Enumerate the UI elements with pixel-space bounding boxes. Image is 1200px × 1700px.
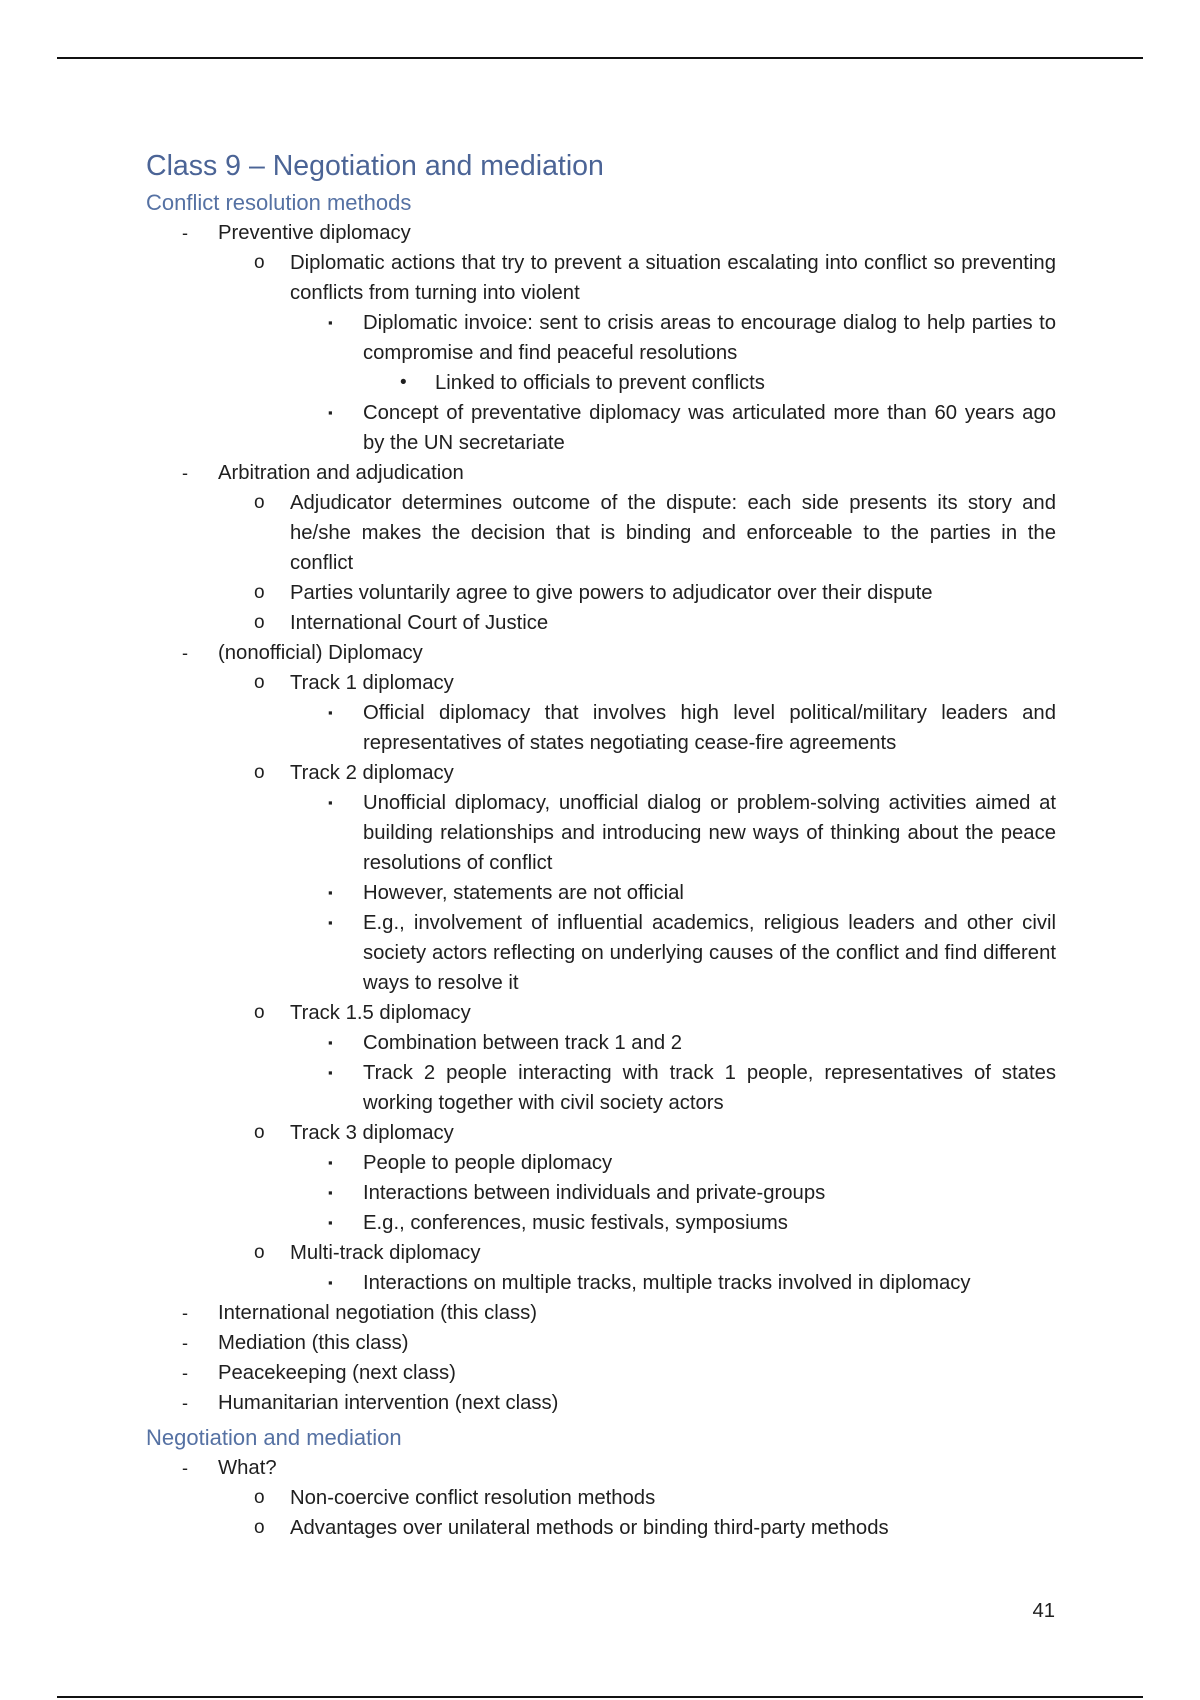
list-item xyxy=(146,1028,1056,1058)
list-item-text: Adjudicator determines outcome of the dispute: each side presents its story and he/she makes the decision that is binding and enforceable to the parties in the conflict xyxy=(290,492,1056,574)
list-item xyxy=(146,1118,1056,1148)
list-item xyxy=(146,998,1056,1028)
dash-bullet: - xyxy=(182,223,188,243)
list-item xyxy=(146,218,1056,248)
list-item-text: Track 2 diplomacy xyxy=(290,762,454,784)
list-item xyxy=(146,638,1056,668)
list-item-text: Advantages over unilateral methods or binding third-party methods xyxy=(290,1517,889,1539)
dash-bullet: - xyxy=(182,1303,188,1323)
list-item xyxy=(146,1513,1056,1543)
square-bullet: ▪ xyxy=(328,315,333,330)
list-item-text: Interactions on multiple tracks, multiple tracks involved in diplomacy xyxy=(363,1272,971,1294)
list-item xyxy=(146,308,1056,368)
list-item xyxy=(146,1148,1056,1178)
square-bullet: ▪ xyxy=(328,885,333,900)
list-item xyxy=(146,1238,1056,1268)
list-item-text: Concept of preventative diplomacy was articulated more than 60 years ago by the UN secretariate xyxy=(363,402,1056,454)
list-item-text: Multi-track diplomacy xyxy=(290,1242,481,1264)
circle-bullet: o xyxy=(254,1002,265,1023)
dash-bullet: - xyxy=(182,1363,188,1383)
list-item-text: Track 1 diplomacy xyxy=(290,672,454,694)
page-number: 41 xyxy=(1032,1600,1055,1622)
list-item-text: Track 3 diplomacy xyxy=(290,1122,454,1144)
circle-bullet: o xyxy=(254,1242,265,1263)
square-bullet: ▪ xyxy=(328,795,333,810)
circle-bullet: o xyxy=(254,1487,265,1508)
section-heading-negotiation-and-mediation: Negotiation and mediation xyxy=(146,1425,402,1450)
list-item-text: Diplomatic actions that try to prevent a situation escalating into conflict so preventing conflicts from turning into violent xyxy=(290,252,1056,304)
list-item-text: Unofficial diplomacy, unofficial dialog or problem-solving activities aimed at building relationships and introducing new ways of thinking about the peace resolutions of conflict xyxy=(363,792,1056,874)
section-heading-conflict-resolution-methods: Conflict resolution methods xyxy=(146,190,412,215)
footer-rule xyxy=(57,1696,1143,1698)
list-item-text: Interactions between individuals and private-groups xyxy=(363,1182,826,1204)
list-item xyxy=(146,698,1056,758)
list-item xyxy=(146,668,1056,698)
circle-bullet: o xyxy=(254,612,265,633)
list-item xyxy=(146,1058,1056,1118)
circle-bullet: o xyxy=(254,492,265,513)
list-item xyxy=(146,1483,1056,1513)
list-item xyxy=(146,578,1056,608)
list-item xyxy=(146,788,1056,878)
circle-bullet: o xyxy=(254,1122,265,1143)
square-bullet: ▪ xyxy=(328,405,333,420)
list-item xyxy=(146,1298,1056,1328)
list-item xyxy=(146,608,1056,638)
list-item-text: However, statements are not official xyxy=(363,882,684,904)
square-bullet: ▪ xyxy=(328,915,333,930)
dash-bullet: - xyxy=(182,1333,188,1353)
list-item-text: Combination between track 1 and 2 xyxy=(363,1032,683,1054)
dot-bullet: • xyxy=(400,372,407,393)
list-item xyxy=(146,908,1056,998)
list-item-text: Linked to officials to prevent conflicts xyxy=(435,372,765,394)
list-item-text: What? xyxy=(218,1457,277,1479)
square-bullet: ▪ xyxy=(328,1065,333,1080)
list-item xyxy=(146,368,1056,398)
list-item-text: E.g., conferences, music festivals, symposiums xyxy=(363,1212,788,1234)
list-item xyxy=(146,488,1056,578)
list-item xyxy=(146,1268,1056,1298)
circle-bullet: o xyxy=(254,672,265,693)
list-item xyxy=(146,1178,1056,1208)
list-item xyxy=(146,248,1056,308)
square-bullet: ▪ xyxy=(328,1215,333,1230)
list-item xyxy=(146,1328,1056,1358)
list-item xyxy=(146,1388,1056,1418)
circle-bullet: o xyxy=(254,762,265,783)
dash-bullet: - xyxy=(182,643,188,663)
list-item-text: International Court of Justice xyxy=(290,612,549,634)
header-rule xyxy=(57,57,1143,59)
list-item-text: E.g., involvement of influential academics, religious leaders and other civil society actors reflecting on underlying causes of the conflict and find different ways to resolve it xyxy=(363,912,1056,994)
dash-bullet: - xyxy=(182,1393,188,1413)
list-item-text: Track 2 people interacting with track 1 people, representatives of states working together with civil society actors xyxy=(363,1062,1056,1114)
circle-bullet: o xyxy=(254,252,265,273)
list-item-text: (nonofficial) Diplomacy xyxy=(218,642,423,664)
square-bullet: ▪ xyxy=(328,1155,333,1170)
dash-bullet: - xyxy=(182,463,188,483)
page-content xyxy=(146,146,1056,1543)
square-bullet: ▪ xyxy=(328,1275,333,1290)
list-item-text: Track 1.5 diplomacy xyxy=(290,1002,471,1024)
list-item-text: Preventive diplomacy xyxy=(218,222,411,244)
list-item-text: Parties voluntarily agree to give powers to adjudicator over their dispute xyxy=(290,582,933,604)
list-item xyxy=(146,1208,1056,1238)
list-item-text: Humanitarian intervention (next class) xyxy=(218,1392,559,1414)
square-bullet: ▪ xyxy=(328,1035,333,1050)
list-item-text: Diplomatic invoice: sent to crisis areas to encourage dialog to help parties to compromise and find peaceful resolutions xyxy=(363,312,1056,364)
list-item xyxy=(146,758,1056,788)
circle-bullet: o xyxy=(254,1517,265,1538)
square-bullet: ▪ xyxy=(328,1185,333,1200)
circle-bullet: o xyxy=(254,582,265,603)
list-item xyxy=(146,878,1056,908)
square-bullet: ▪ xyxy=(328,705,333,720)
page-title: Class 9 – Negotiation and mediation xyxy=(146,150,604,182)
list-item xyxy=(146,458,1056,488)
list-item-text: Non-coercive conflict resolution methods xyxy=(290,1487,656,1509)
list-item xyxy=(146,398,1056,458)
section-list-negotiation-and-mediation xyxy=(146,1453,1056,1543)
list-item-text: People to people diplomacy xyxy=(363,1152,613,1174)
list-item-text: Official diplomacy that involves high level political/military leaders and representatives of states negotiating cease-fire agreements xyxy=(363,702,1056,754)
list-item xyxy=(146,1453,1056,1483)
section-list-conflict-resolution-methods xyxy=(146,218,1056,1418)
list-item-text: Mediation (this class) xyxy=(218,1332,409,1354)
list-item xyxy=(146,1358,1056,1388)
list-item-text: Arbitration and adjudication xyxy=(218,462,464,484)
dash-bullet: - xyxy=(182,1458,188,1478)
list-item-text: Peacekeeping (next class) xyxy=(218,1362,456,1384)
list-item-text: International negotiation (this class) xyxy=(218,1302,538,1324)
